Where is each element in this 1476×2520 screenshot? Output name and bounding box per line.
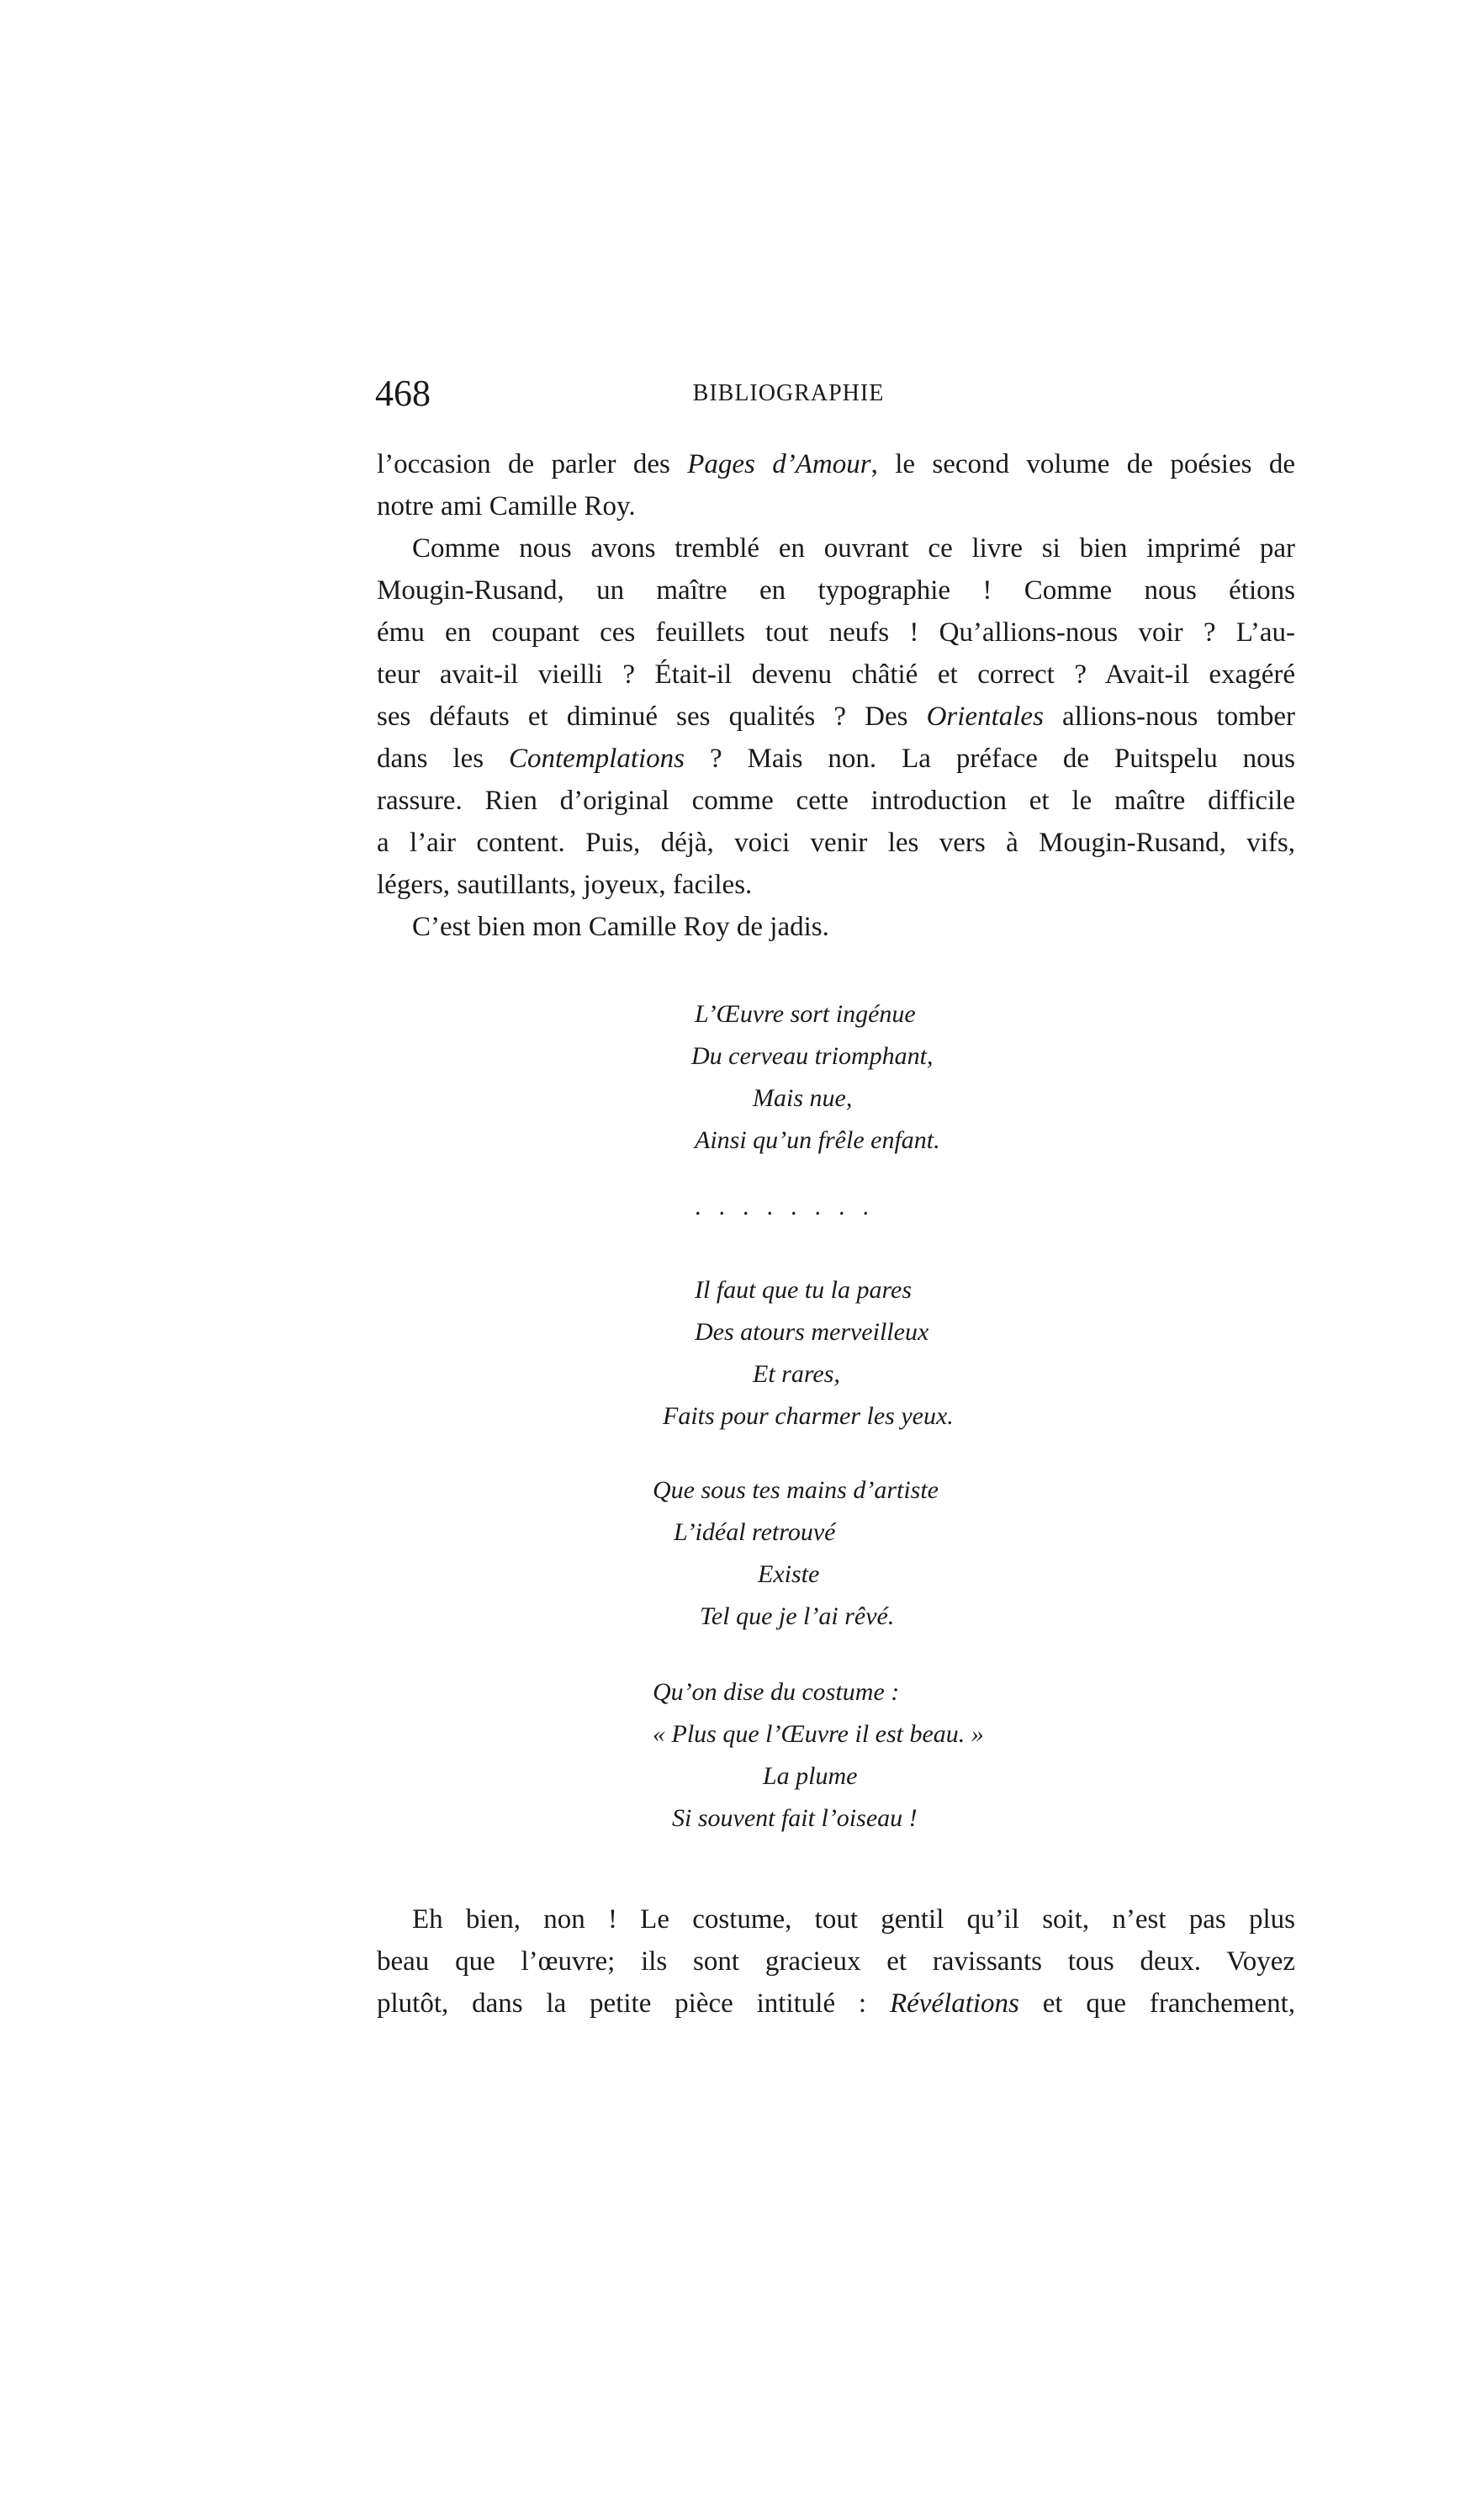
italic-title: Orientales [926, 701, 1044, 732]
poem-line: Qu’on dise du costume : [653, 1678, 900, 1706]
text-line [377, 616, 1295, 649]
text-segment: ému en coupant ces feuillets tout neufs ! Qu’allions-nous voir ? L’au- [377, 617, 1295, 648]
text-segment: dans les [377, 744, 509, 774]
text-segment: l’occasion de parler des [377, 449, 688, 479]
poem-line: Si souvent fait l’oiseau ! [672, 1804, 918, 1832]
text-segment: rassure. Rien d’original comme cette introduction et le maître difficile [377, 786, 1295, 816]
poem-line: Faits pour charmer les yeux. [663, 1402, 954, 1430]
text-line [377, 742, 1295, 776]
text-segment: allions-nous tomber [1043, 701, 1295, 732]
text-line [377, 1945, 1295, 1978]
text-segment: teur avait-il vieilli ? Était-il devenu châtié et correct ? Avait-il exagéré [377, 659, 1295, 690]
text-line [377, 700, 1295, 733]
text-segment: ? Mais non. La préface de Puitspelu nous [685, 744, 1295, 774]
text-line [377, 784, 1295, 818]
poem-line: Il faut que tu la pares [695, 1276, 913, 1304]
poem-line: Existe [758, 1560, 820, 1588]
poem-line: Des atours merveilleux [695, 1318, 929, 1346]
italic-title: Contemplations [509, 744, 685, 774]
text-line [377, 658, 1295, 691]
text-line [377, 574, 1295, 607]
text-segment: Comme nous avons tremblé en ouvrant ce livre si bien imprimé par [412, 533, 1295, 564]
poem-line: L’Œuvre sort ingénue [695, 1000, 916, 1028]
text-segment: légers, sautillants, joyeux, faciles. [377, 870, 753, 900]
running-title: BIBLIOGRAPHIE [692, 380, 885, 406]
poem-line: « Plus que l’Œuvre il est beau. » [653, 1720, 984, 1748]
poem-line: Tel que je l’ai rêvé. [700, 1602, 895, 1630]
text-line [377, 1987, 1295, 2020]
poem-line: Ainsi qu’un frêle enfant. [695, 1126, 940, 1154]
poem-ellipsis: ........ [695, 1193, 886, 1220]
text-segment: Mougin-Rusand, un maître en typographie ! Comme nous étions [377, 575, 1295, 606]
poem-line: Mais nue, [753, 1084, 853, 1112]
text-line [377, 826, 1295, 860]
italic-title: Pages d’Amour [687, 449, 871, 479]
text-segment: beau que l’œuvre; ils sont gracieux et ravissants tous deux. Voyez [377, 1946, 1295, 1977]
text-segment: notre ami Camille Roy. [377, 491, 636, 521]
text-line [377, 868, 1295, 902]
text-segment: Eh bien, non ! Le costume, tout gentil qu’il soit, n’est pas plus [412, 1904, 1295, 1935]
poem-line: La plume [763, 1762, 858, 1790]
text-line [412, 910, 1295, 944]
text-segment: ses défauts et diminué ses qualités ? Des [377, 701, 927, 732]
text-segment: plutôt, dans la petite pièce intitulé : [377, 1988, 890, 2019]
page-number: 468 [375, 373, 431, 414]
text-line [412, 1903, 1295, 1936]
text-segment: a l’air content. Puis, déjà, voici venir les vers à Mougin-Rusand, vifs, [377, 828, 1295, 858]
text-segment: et que franchement, [1018, 1988, 1295, 2019]
text-line [377, 490, 1295, 523]
poem-line: Que sous tes mains d’artiste [653, 1476, 939, 1504]
text-segment: C’est bien mon Camille Roy de jadis. [412, 912, 829, 942]
poem-line: L’idéal retrouvé [674, 1518, 836, 1546]
poem-line: Et rares, [753, 1360, 840, 1388]
italic-title: Révélations [889, 1988, 1019, 2019]
text-segment: , le second volume de poésies de [870, 449, 1295, 479]
text-line [412, 532, 1295, 565]
text-line [377, 447, 1295, 481]
poem-line: Du cerveau triomphant, [691, 1042, 934, 1070]
